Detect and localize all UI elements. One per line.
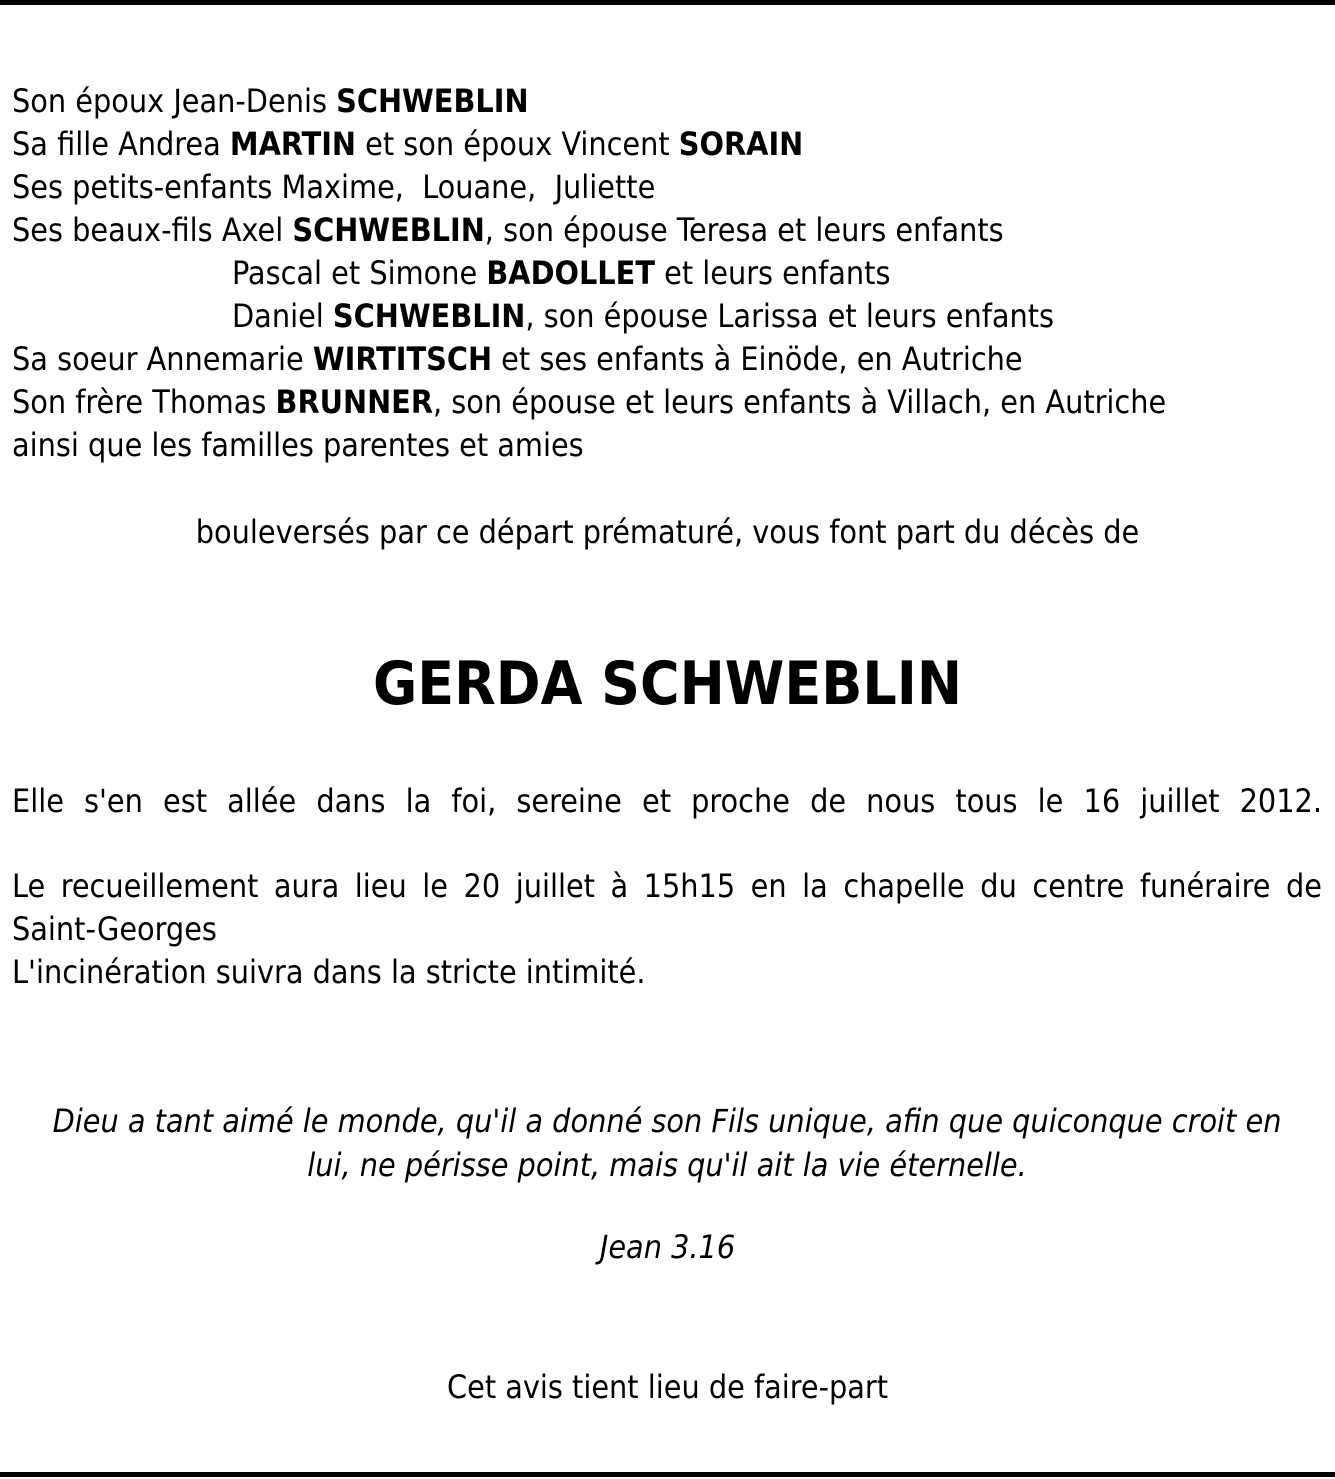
family-surname: WIRTITSCH [312, 340, 493, 378]
family-line-pascal-simone [12, 252, 1322, 295]
family-surname: BRUNNER [275, 383, 434, 421]
family-line-brother [12, 381, 1322, 424]
passing-statement: Elle s'en est allée dans la foi, sereine et proche de nous tous le 16 juillet 2012. [12, 782, 1322, 820]
family-line-text: Ses petits-enfants Maxime, Louane, Juliette [12, 168, 656, 206]
family-line-text: , son épouse Larissa et leurs enfants [525, 297, 1055, 335]
family-line-text: Sa soeur Annemarie [12, 340, 313, 378]
family-line-text: Daniel [232, 297, 333, 335]
family-line-text: et leurs enfants [654, 254, 891, 292]
family-surname: SCHWEBLIN [332, 297, 526, 335]
bottom-border-rule [0, 1472, 1335, 1477]
family-surname: SCHWEBLIN [336, 82, 529, 120]
family-line-daniel [12, 295, 1322, 338]
family-line-text: et ses enfants à Einöde, en Autriche [492, 340, 1023, 378]
ceremony-line-3: L'incinération suivra dans la stricte intimité. [12, 953, 646, 991]
deceased-name: GERDA SCHWEBLIN [372, 649, 962, 719]
family-surname: SCHWEBLIN [292, 211, 485, 249]
family-line-text: ainsi que les familles parentes et amies [12, 426, 584, 464]
family-line-text: Sa fille Andrea [12, 125, 230, 163]
family-line-text: Son époux Jean-Denis [12, 82, 337, 120]
family-surname: SORAIN [678, 125, 804, 163]
family-line-grandchildren [12, 166, 1322, 209]
family-surname: BADOLLET [486, 254, 655, 292]
bible-verse [12, 1099, 1322, 1187]
bible-verse-line-1: Dieu a tant aimé le monde, qu'il a donné son Fils unique, afin que quiconque croit en [52, 1102, 1282, 1140]
announcement-text: bouleversés par ce départ prématuré, vous font part du décès de [195, 513, 1140, 551]
family-line-text: et son époux Vincent [356, 125, 679, 163]
family-line-stepson-axel [12, 209, 1322, 252]
family-line-text: Ses beaux-fils Axel [12, 211, 293, 249]
bible-verse-reference: Jean 3.16 [599, 1228, 736, 1266]
family-line-sister [12, 338, 1322, 381]
family-line-husband [12, 80, 1322, 123]
family-line-text: , son épouse Teresa et leurs enfants [484, 211, 1004, 249]
family-line-text: Pascal et Simone [232, 254, 487, 292]
ceremony-line-2: Saint-Georges [12, 910, 217, 948]
footer-note: Cet avis tient lieu de faire-part [446, 1368, 888, 1406]
ceremony-line-1: Le recueillement aura lieu le 20 juillet à 15h15 en la chapelle du centre funéraire de [12, 867, 1322, 905]
family-line-text: Son frère Thomas [12, 383, 276, 421]
family-surname: MARTIN [229, 125, 357, 163]
family-line-daughter [12, 123, 1322, 166]
family-list [12, 80, 1322, 467]
family-line-text: , son épouse et leurs enfants à Villach, en Autriche [433, 383, 1167, 421]
family-line-relatives [12, 424, 1322, 467]
bible-verse-line-2: lui, ne périsse point, mais qu'il ait la vie éternelle. [307, 1146, 1027, 1184]
top-border-rule [0, 0, 1335, 5]
